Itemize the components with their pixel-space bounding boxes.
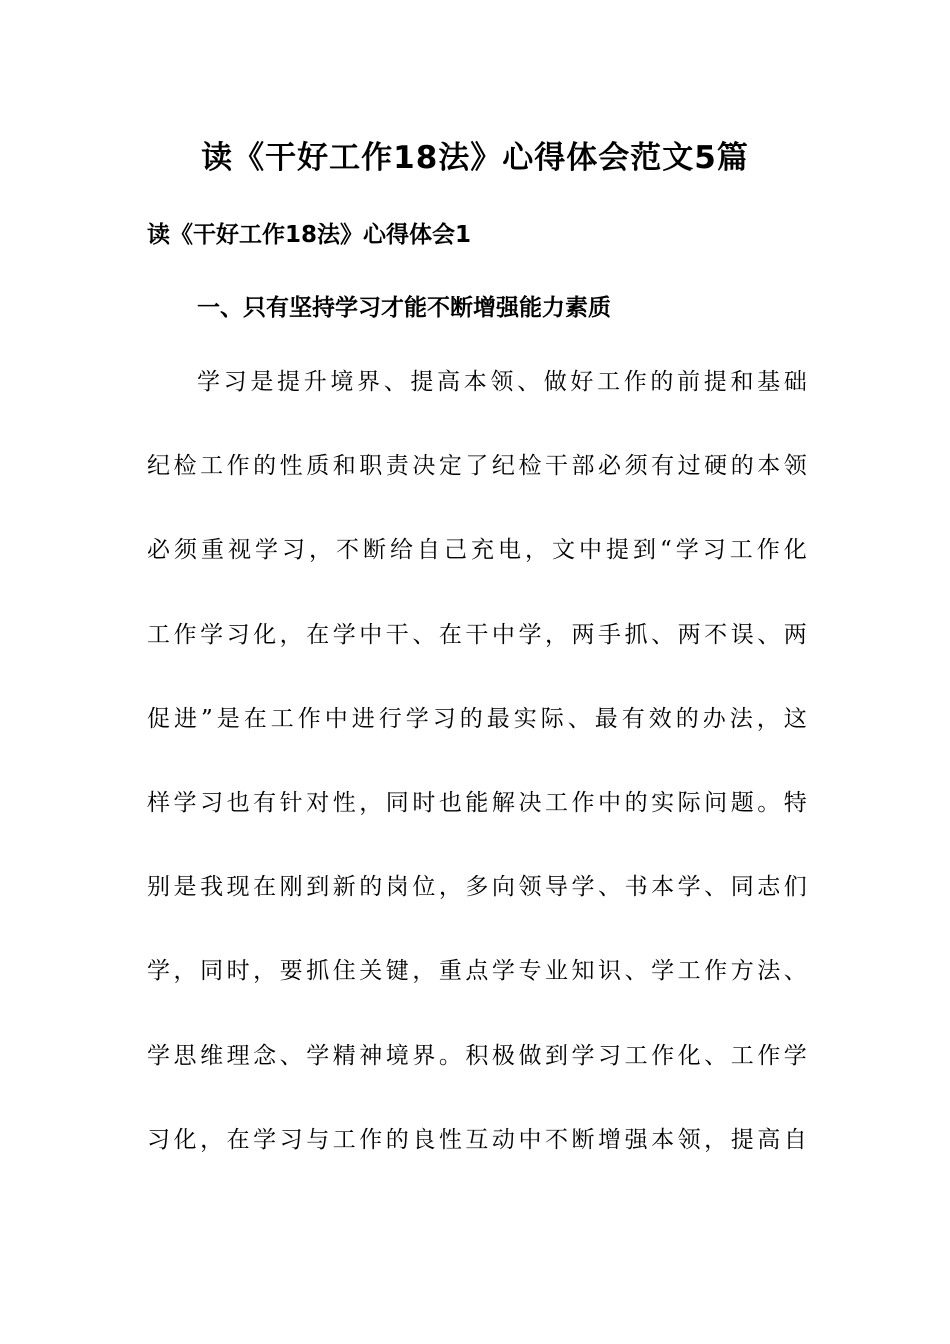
body-line: 学 习 是 提 升 境 界 、 提 高 本 领 、 做 好 工 作 的 前 提 和 基 础 [197, 369, 807, 395]
body-line: 纪 检 工 作 的 性 质 和 职 责 决 定 了 纪 检 干 部 必 须 有 过 硬 的 本 领 [147, 453, 807, 480]
body-line: 样 学 习 也 有 针 对 性 ， 同 时 也 能 解 决 工 作 中 的 实 际 问 题 。 特 [147, 789, 807, 816]
body-line: 必 须 重 视 学 习 ， 不 断 给 自 己 充 电 ， 文 中 提 到 “ 学 习 工 作 化 [147, 537, 807, 564]
document-title: 读《干好工作18法》心得体会范文5篇 [201, 140, 749, 176]
body-line: 别 是 我 现 在 刚 到 新 的 岗 位 ， 多 向 领 导 学 、 书 本 学 、 同 志 们 [147, 874, 807, 901]
body-line: 工 作 学 习 化 ， 在 学 中 干 、 在 干 中 学 ， 两 手 抓 、 两 不 误 、 两 [147, 621, 807, 648]
body-line: 促 进 ” 是 在 工 作 中 进 行 学 习 的 最 实 际 、 最 有 效 的 办 法 ， 这 [147, 705, 807, 732]
body-line: 学 思 维 理 念 、 学 精 神 境 界 。 积 极 做 到 学 习 工 作 化 、 工 作 学 [147, 1042, 807, 1069]
body-line: 习 化 ， 在 学 习 与 工 作 的 良 性 互 动 中 不 断 增 强 本 领 ， 提 高 自 [147, 1126, 807, 1153]
section-heading: 读《干好工作18法》心得体会1 [147, 222, 472, 248]
body-line: 学 ， 同 时 ， 要 抓 住 关 键 ， 重 点 学 专 业 知 识 、 学 工 作 方 法 、 [147, 958, 807, 985]
body-paragraph [147, 362, 807, 1204]
sub-heading: 一、只有坚持学习才能不断增强能力素质 [197, 295, 611, 321]
